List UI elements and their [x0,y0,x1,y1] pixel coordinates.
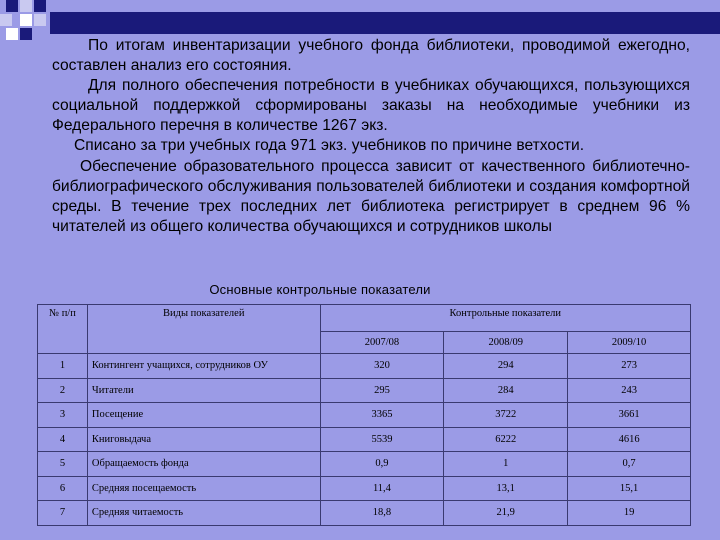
cell-value: 1 [444,452,568,477]
cell-value: 4616 [568,427,691,452]
table-row [38,476,691,501]
cell-value: 0,7 [568,452,691,477]
header-year: 2007/08 [320,332,444,354]
table-caption: Основные контрольные показатели [209,282,431,297]
header-year: 2008/09 [444,332,568,354]
paragraph: Списано за три учебных года 971 экз. учебников по причине ветхости. [74,137,585,155]
corner-square [20,0,32,12]
indicator-name: Посещение [87,403,320,428]
table-row [38,378,691,403]
row-number: 2 [38,378,88,403]
corner-square [34,0,46,12]
table-row [38,501,691,526]
cell-value: 18,8 [320,501,444,526]
corner-square [0,14,12,26]
row-number: 7 [38,501,88,526]
cell-value: 3722 [444,403,568,428]
report-text [52,36,690,237]
cell-value: 295 [320,378,444,403]
corner-square [34,14,46,26]
paragraph: Для полного обеспечения потребности в учебниках обучающихся, пользующихся социальной поддержкой сформированы заказы на необходимые учебники из Федерального перечня в количестве 1267 экз. [52,77,690,135]
cell-value: 19 [568,501,691,526]
row-number: 3 [38,403,88,428]
indicator-name: Средняя читаемость [87,501,320,526]
corner-square [20,28,32,40]
cell-value: 3365 [320,403,444,428]
cell-value: 243 [568,378,691,403]
table-row [38,427,691,452]
row-number: 4 [38,427,88,452]
indicator-name: Книговыдача [87,427,320,452]
cell-value: 284 [444,378,568,403]
title-bar [50,12,720,34]
cell-value: 13,1 [444,476,568,501]
indicator-name: Контингент учащихся, сотрудников ОУ [87,354,320,379]
row-number: 5 [38,452,88,477]
table-row [38,452,691,477]
indicators-table [37,304,691,526]
cell-value: 11,4 [320,476,444,501]
row-number: 6 [38,476,88,501]
cell-value: 15,1 [568,476,691,501]
paragraph: Обеспечение образовательного процесса зависит от качественного библиотечно-библиографического обслуживания пользователей библиотеки и создания комфортной среды. В течение трех последних лет библиотека регистрирует в среднем 96 % читателей из общего количества обучающихся и сотрудников школы [52,157,690,235]
indicator-name: Читатели [87,378,320,403]
header-number: № п/п [38,305,88,354]
cell-value: 6222 [444,427,568,452]
corner-square [6,28,18,40]
cell-value: 294 [444,354,568,379]
corner-square [6,0,18,12]
header-indicators-group: Контрольные показатели [320,305,690,332]
cell-value: 320 [320,354,444,379]
cell-value: 21,9 [444,501,568,526]
cell-value: 5539 [320,427,444,452]
paragraph: По итогам инвентаризации учебного фонда библиотеки, проводимой ежегодно, составлен анализ его состояния. [52,37,690,75]
cell-value: 3661 [568,403,691,428]
corner-square [20,14,32,26]
indicator-name: Средняя посещаемость [87,476,320,501]
cell-value: 0,9 [320,452,444,477]
header-indicator-type: Виды показателей [87,305,320,354]
table-row [38,354,691,379]
row-number: 1 [38,354,88,379]
indicator-name: Обращаемость фонда [87,452,320,477]
header-year: 2009/10 [568,332,691,354]
table-row [38,403,691,428]
cell-value: 273 [568,354,691,379]
